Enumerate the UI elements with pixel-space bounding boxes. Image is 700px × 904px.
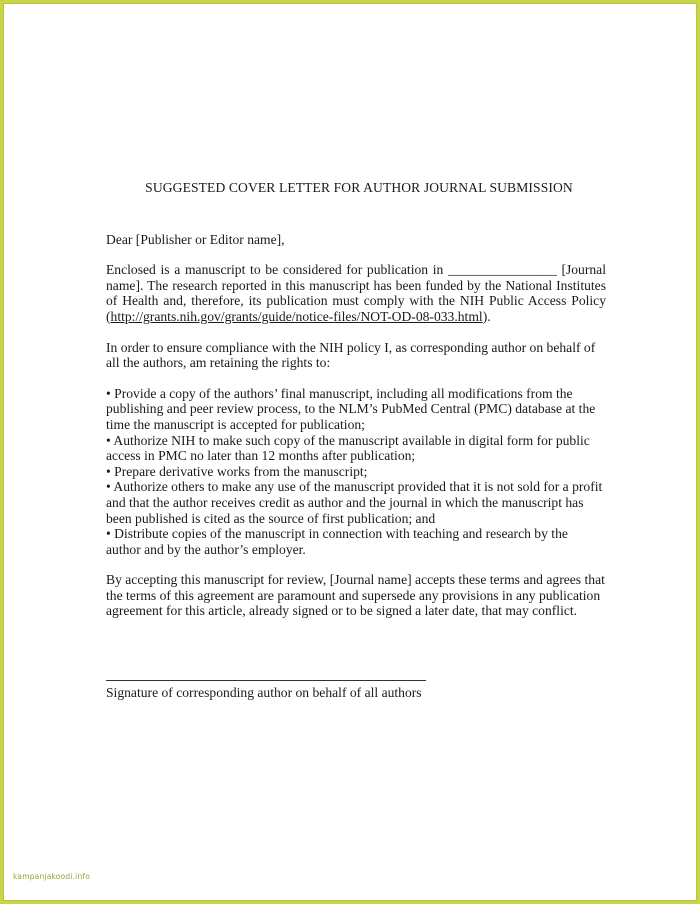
salutation: Dear [Publisher or Editor name],	[106, 231, 285, 247]
watermark-text: kampanjakoodi.info	[13, 872, 91, 881]
document-page	[3, 3, 697, 901]
rights-item: • Authorize NIH to make such copy of the manuscript available in digital form for public access in PMC no later than 12 months after publication;	[106, 432, 590, 464]
rights-item: • Authorize others to make any use of the manuscript provided that it is not sold for a profit and that the author receives credit as author and the journal in which the manuscript has been published is cited as the source of first publication; and	[106, 479, 603, 526]
rights-item: • Distribute copies of the manuscript in connection with teaching and research by the author and by the author’s employer.	[106, 526, 568, 557]
intro-paragraph	[106, 262, 606, 324]
rights-item: • Prepare derivative works from the manuscript;	[106, 463, 368, 479]
acceptance-paragraph: By accepting this manuscript for review, [Journal name] accepts these terms and agrees that the terms of this agreement are paramount and supersede any provisions in any publication agreement for this article, already signed or to be signed a later date, that may conflict.	[106, 572, 605, 619]
rights-list	[106, 386, 606, 558]
nih-policy-link[interactable]: http://grants.nih.gov/grants/guide/notice-files/NOT-OD-08-033.html	[110, 308, 483, 324]
letter-title: SUGGESTED COVER LETTER FOR AUTHOR JOURNAL SUBMISSION	[145, 180, 573, 195]
cover-letter	[106, 180, 606, 701]
compliance-paragraph: In order to ensure compliance with the NIH policy I, as corresponding author on behalf of all the authors, am retaining the rights to:	[106, 339, 596, 371]
signature-line	[106, 680, 426, 681]
signature-label: Signature of corresponding author on behalf of all authors	[106, 685, 422, 701]
rights-item: • Provide a copy of the authors’ final manuscript, including all modifications from the publishing and peer review process, to the NLM’s PubMed Central (PMC) database at the time the manuscript is accepted for publication;	[106, 385, 596, 432]
intro-text-end: ).	[482, 308, 491, 324]
intro-text: Enclosed is a manuscript to be considered for publication in ________________ [Journal name]. The research reported in this manuscript has been funded by the National Institutes of Health and, therefore, its publication must comply with the NIH Public Access Policy (	[106, 262, 606, 324]
